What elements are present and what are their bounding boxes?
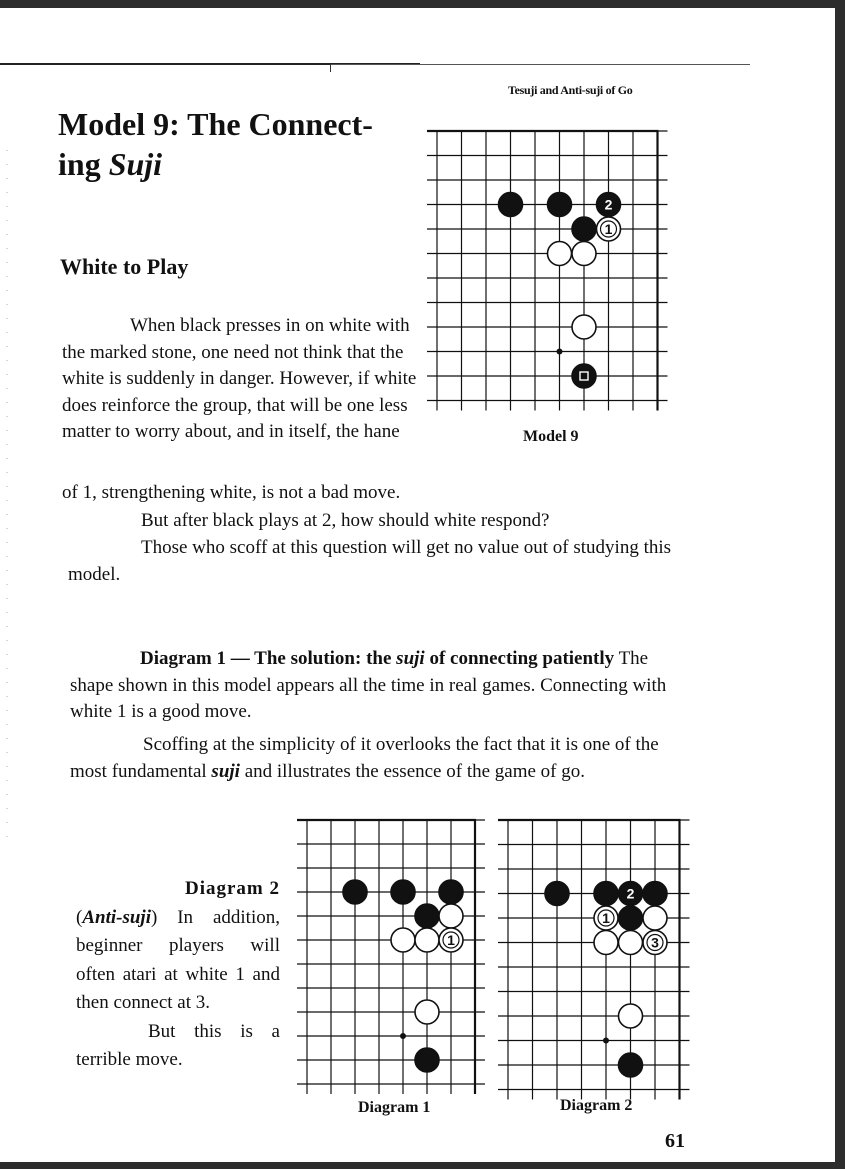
black-stone: [619, 882, 643, 906]
header-rule-tick: [330, 64, 331, 72]
diagram2-paren-close: ): [150, 906, 158, 928]
diagram1-body: The shape shown in this model appears all the time in real games. Connecting with white 1 is a good move.: [70, 648, 667, 722]
white-stone: [572, 315, 596, 339]
diagram1-caption: Diagram 1: [358, 1099, 431, 1116]
diagram2-end: But this is a terrible move.: [76, 1020, 280, 1070]
diagram1-p2-italic: suji: [211, 760, 240, 782]
diagram1-paragraph-2: [70, 732, 690, 785]
hoshi-point: [557, 349, 563, 355]
scan-speckles: [6, 150, 8, 850]
black-stone: [643, 882, 667, 906]
move-number-label: 2: [626, 885, 635, 902]
white-stone: [597, 217, 621, 241]
black-stone: [545, 882, 569, 906]
black-stone: [439, 880, 463, 904]
diagram2-paren-open: (: [76, 906, 83, 928]
diagram1-p2-b: and illustrates the essence of the game of go.: [239, 760, 586, 782]
question-paragraph: But after black plays at 2, how should white respond?: [141, 510, 550, 531]
black-stone: [548, 193, 572, 217]
diagram2-paragraph: [76, 875, 280, 1075]
white-stone: [548, 242, 572, 266]
diagram2-heading: Diagram 2: [184, 878, 280, 899]
diagram2-board: [497, 815, 692, 1095]
running-head: Tesuji and Anti-suji of Go: [508, 83, 633, 97]
section-subtitle: White to Play: [60, 254, 189, 279]
white-stone: [619, 1004, 643, 1028]
black-stone: [597, 193, 621, 217]
scan-border-top: [0, 0, 845, 8]
black-stone: [415, 1048, 439, 1072]
diagram1-p2-a: Scoffing at the simplicity of it overlooks the fact that it is one of the most fundamental: [70, 734, 659, 782]
diagram2-caption: Diagram 2: [560, 1097, 633, 1114]
intro-paragraph-continued: of 1, strengthening white, is not a bad move.: [62, 482, 401, 503]
scan-border-bottom: [0, 1162, 845, 1169]
diagram1-heading-italic: suji: [396, 648, 425, 669]
move-number-label: 1: [604, 221, 613, 237]
black-stone: [572, 217, 596, 241]
black-stone: [499, 193, 523, 217]
black-stone: [572, 364, 596, 388]
black-stone: [391, 880, 415, 904]
move-number-label: 3: [651, 934, 659, 951]
white-stone: [439, 904, 463, 928]
scoff-paragraph: Those who scoff at this question will get no value out of studying this model.: [68, 537, 672, 585]
page-number: 61: [665, 1130, 685, 1152]
white-stone: [391, 928, 415, 952]
white-stone: [643, 931, 667, 955]
white-stone: [643, 906, 667, 930]
diagram1-heading-b: of connecting patiently: [424, 648, 615, 669]
white-stone: [415, 1000, 439, 1024]
title-line2-italic: Suji: [108, 146, 163, 182]
model9-board: [425, 125, 670, 427]
diagram1-paragraph: [70, 646, 690, 726]
model9-caption: Model 9: [523, 428, 579, 445]
white-stone: [594, 931, 618, 955]
black-stone: [619, 1053, 643, 1077]
black-stone: [619, 906, 643, 930]
page-title: [58, 104, 418, 184]
header-rule-thin: [330, 64, 750, 65]
title-line2-lead: ing: [58, 146, 109, 182]
move-number-label: 1: [447, 932, 455, 948]
white-stone: [415, 928, 439, 952]
hoshi-point: [400, 1033, 406, 1039]
diagram1-heading-a: Diagram 1 — The solution: the: [140, 648, 397, 669]
white-stone: [594, 906, 618, 930]
move-number-label: 2: [604, 196, 613, 213]
diagram2-anti-suji: Anti-suji: [82, 906, 151, 928]
diagram2-body: In addition, beginner players will often atari at white 1 and then connect at 3.: [76, 906, 280, 1013]
intro-paragraph: When black presses in on white with the marked stone, one need not think that the white is suddenly in danger. However, if white does reinforce the group, that will be one less matter to worry about, and in itself, the hane: [62, 315, 417, 442]
move-number-label: 1: [602, 910, 610, 926]
white-stone: [439, 928, 463, 952]
black-stone: [343, 880, 367, 904]
hoshi-point: [603, 1038, 609, 1044]
white-stone: [619, 931, 643, 955]
title-line1: Model 9: The Connect-: [58, 106, 373, 142]
scan-border-right: [835, 0, 845, 1169]
white-stone: [572, 242, 596, 266]
black-stone: [415, 904, 439, 928]
diagram1-board: [296, 815, 486, 1095]
black-stone: [594, 882, 618, 906]
